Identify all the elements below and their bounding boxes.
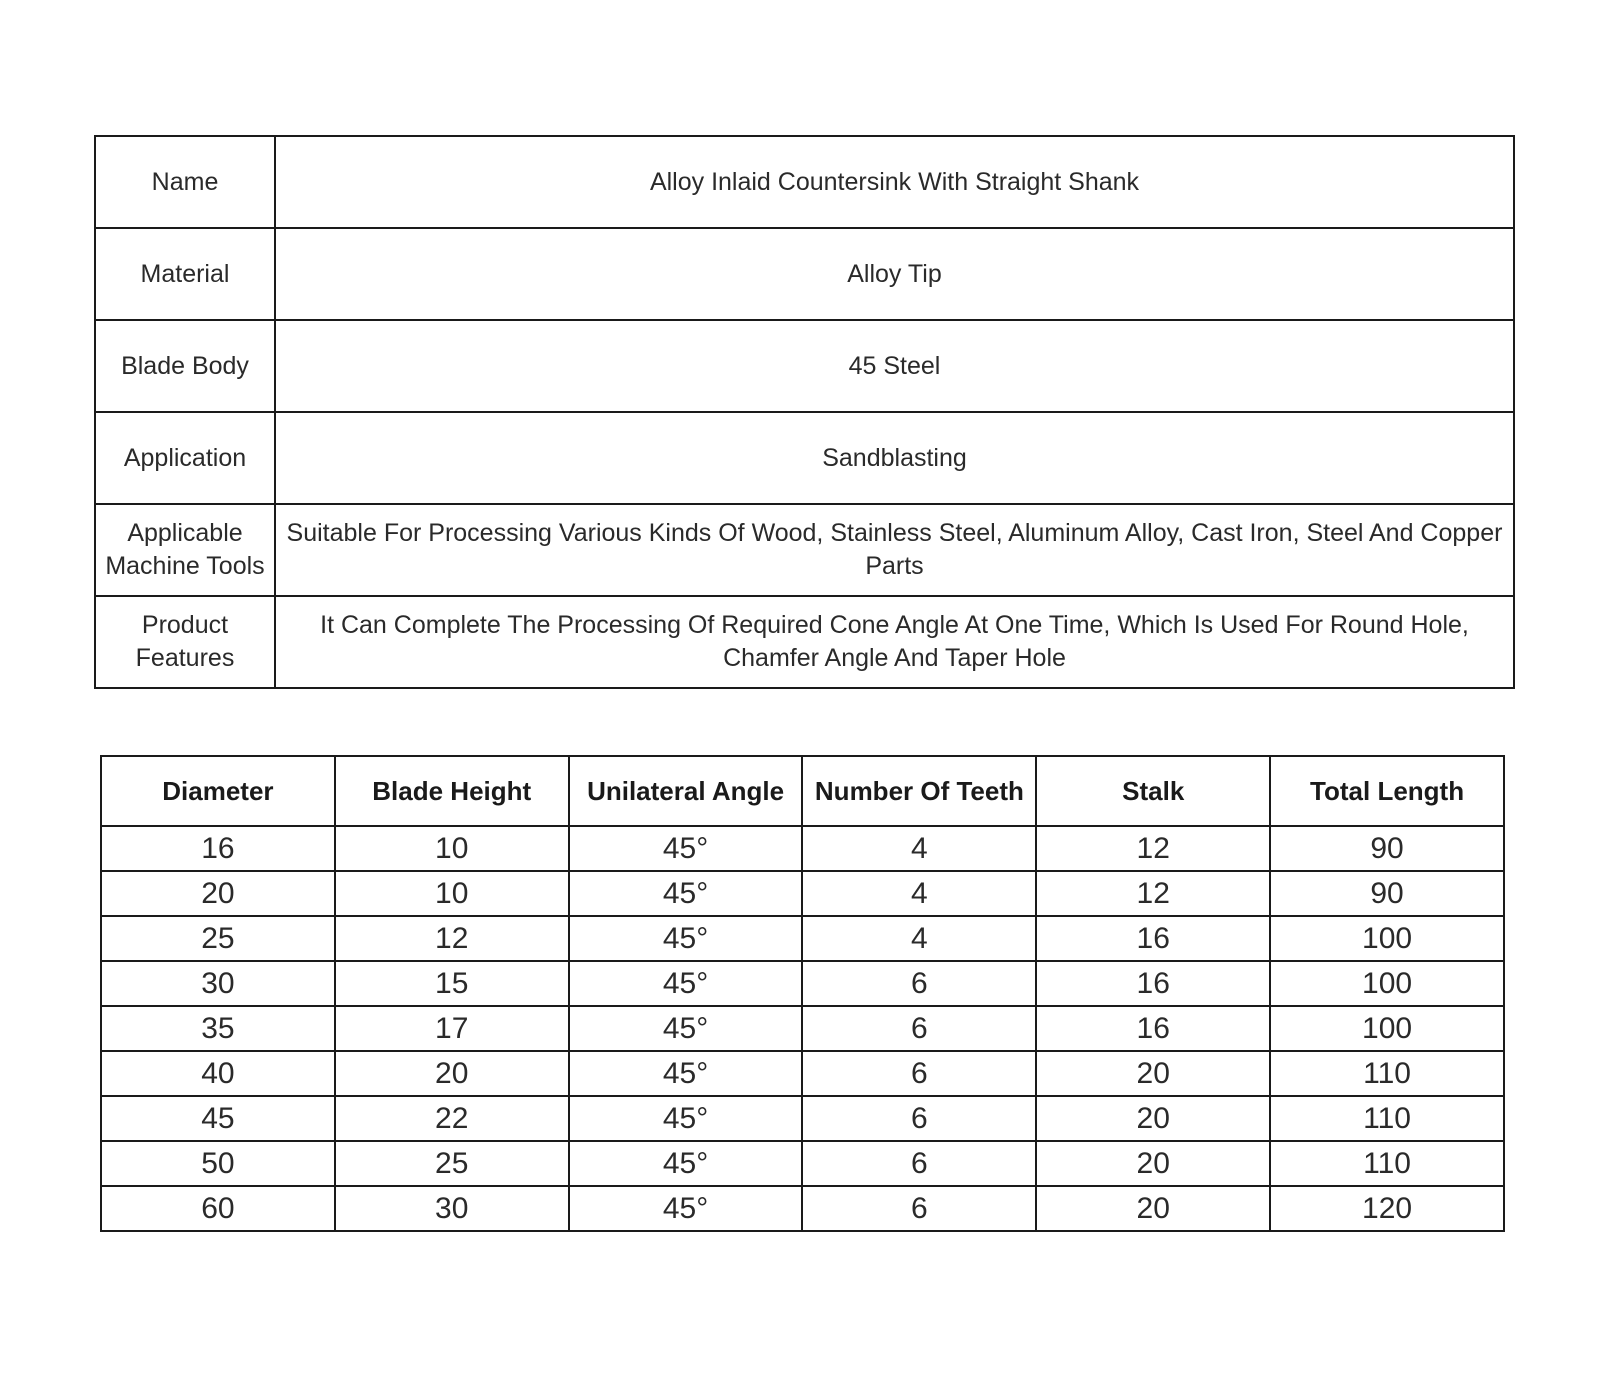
table-row: [101, 961, 1504, 1006]
size-table-header-row: [101, 756, 1504, 826]
cell-unilateral-angle: 45°: [569, 871, 803, 916]
cell-diameter: 35: [101, 1006, 335, 1051]
cell-unilateral-angle: 45°: [569, 1051, 803, 1096]
cell-diameter: 60: [101, 1186, 335, 1231]
spec-label: Blade Body: [95, 320, 275, 412]
spec-label: Material: [95, 228, 275, 320]
cell-unilateral-angle: 45°: [569, 1186, 803, 1231]
cell-number-of-teeth: 6: [802, 1141, 1036, 1186]
cell-blade-height: 10: [335, 871, 569, 916]
spec-row-blade-body: [95, 320, 1514, 412]
cell-stalk: 16: [1036, 916, 1270, 961]
column-header-stalk: Stalk: [1036, 756, 1270, 826]
cell-total-length: 110: [1270, 1096, 1504, 1141]
cell-diameter: 25: [101, 916, 335, 961]
cell-number-of-teeth: 4: [802, 826, 1036, 871]
column-header-number-of-teeth: Number Of Teeth: [802, 756, 1036, 826]
cell-stalk: 20: [1036, 1186, 1270, 1231]
cell-total-length: 90: [1270, 871, 1504, 916]
cell-number-of-teeth: 4: [802, 916, 1036, 961]
spec-table: [94, 135, 1515, 689]
table-row: [101, 1096, 1504, 1141]
table-row: [101, 1006, 1504, 1051]
cell-total-length: 120: [1270, 1186, 1504, 1231]
cell-number-of-teeth: 6: [802, 1096, 1036, 1141]
table-row: [101, 916, 1504, 961]
cell-stalk: 20: [1036, 1141, 1270, 1186]
cell-total-length: 100: [1270, 1006, 1504, 1051]
spec-value: It Can Complete The Processing Of Required Cone Angle At One Time, Which Is Used For Round Hole, Chamfer Angle And Taper Hole: [275, 596, 1514, 688]
spec-value: 45 Steel: [275, 320, 1514, 412]
cell-blade-height: 10: [335, 826, 569, 871]
spec-row-machine-tools: [95, 504, 1514, 596]
size-table: [100, 755, 1505, 1232]
cell-stalk: 20: [1036, 1051, 1270, 1096]
spec-value: Sandblasting: [275, 412, 1514, 504]
cell-blade-height: 20: [335, 1051, 569, 1096]
table-row: [101, 1186, 1504, 1231]
cell-stalk: 12: [1036, 871, 1270, 916]
cell-total-length: 100: [1270, 961, 1504, 1006]
spec-row-application: [95, 412, 1514, 504]
cell-total-length: 110: [1270, 1051, 1504, 1096]
size-table-body: [101, 826, 1504, 1231]
cell-blade-height: 12: [335, 916, 569, 961]
table-row: [101, 826, 1504, 871]
cell-diameter: 40: [101, 1051, 335, 1096]
cell-unilateral-angle: 45°: [569, 1006, 803, 1051]
cell-blade-height: 30: [335, 1186, 569, 1231]
column-header-total-length: Total Length: [1270, 756, 1504, 826]
spec-label: Product Features: [95, 596, 275, 688]
cell-number-of-teeth: 4: [802, 871, 1036, 916]
table-row: [101, 1051, 1504, 1096]
column-header-diameter: Diameter: [101, 756, 335, 826]
spec-row-material: [95, 228, 1514, 320]
cell-blade-height: 15: [335, 961, 569, 1006]
cell-number-of-teeth: 6: [802, 961, 1036, 1006]
cell-unilateral-angle: 45°: [569, 1096, 803, 1141]
cell-diameter: 16: [101, 826, 335, 871]
spec-row-product-features: [95, 596, 1514, 688]
cell-blade-height: 17: [335, 1006, 569, 1051]
cell-blade-height: 22: [335, 1096, 569, 1141]
table-row: [101, 871, 1504, 916]
spec-label: Name: [95, 136, 275, 228]
cell-unilateral-angle: 45°: [569, 1141, 803, 1186]
cell-number-of-teeth: 6: [802, 1186, 1036, 1231]
spec-row-name: [95, 136, 1514, 228]
cell-blade-height: 25: [335, 1141, 569, 1186]
cell-total-length: 100: [1270, 916, 1504, 961]
cell-total-length: 90: [1270, 826, 1504, 871]
spec-value: Alloy Tip: [275, 228, 1514, 320]
cell-stalk: 12: [1036, 826, 1270, 871]
column-header-blade-height: Blade Height: [335, 756, 569, 826]
cell-diameter: 45: [101, 1096, 335, 1141]
cell-unilateral-angle: 45°: [569, 916, 803, 961]
cell-unilateral-angle: 45°: [569, 826, 803, 871]
cell-diameter: 30: [101, 961, 335, 1006]
cell-diameter: 50: [101, 1141, 335, 1186]
spec-value: Alloy Inlaid Countersink With Straight Shank: [275, 136, 1514, 228]
spec-label: Applicable Machine Tools: [95, 504, 275, 596]
cell-unilateral-angle: 45°: [569, 961, 803, 1006]
cell-stalk: 16: [1036, 961, 1270, 1006]
cell-stalk: 16: [1036, 1006, 1270, 1051]
spec-label: Application: [95, 412, 275, 504]
cell-number-of-teeth: 6: [802, 1051, 1036, 1096]
cell-diameter: 20: [101, 871, 335, 916]
table-row: [101, 1141, 1504, 1186]
cell-total-length: 110: [1270, 1141, 1504, 1186]
cell-stalk: 20: [1036, 1096, 1270, 1141]
cell-number-of-teeth: 6: [802, 1006, 1036, 1051]
column-header-unilateral-angle: Unilateral Angle: [569, 756, 803, 826]
spec-value: Suitable For Processing Various Kinds Of Wood, Stainless Steel, Aluminum Alloy, Cast Iron, Steel And Copper Parts: [275, 504, 1514, 596]
